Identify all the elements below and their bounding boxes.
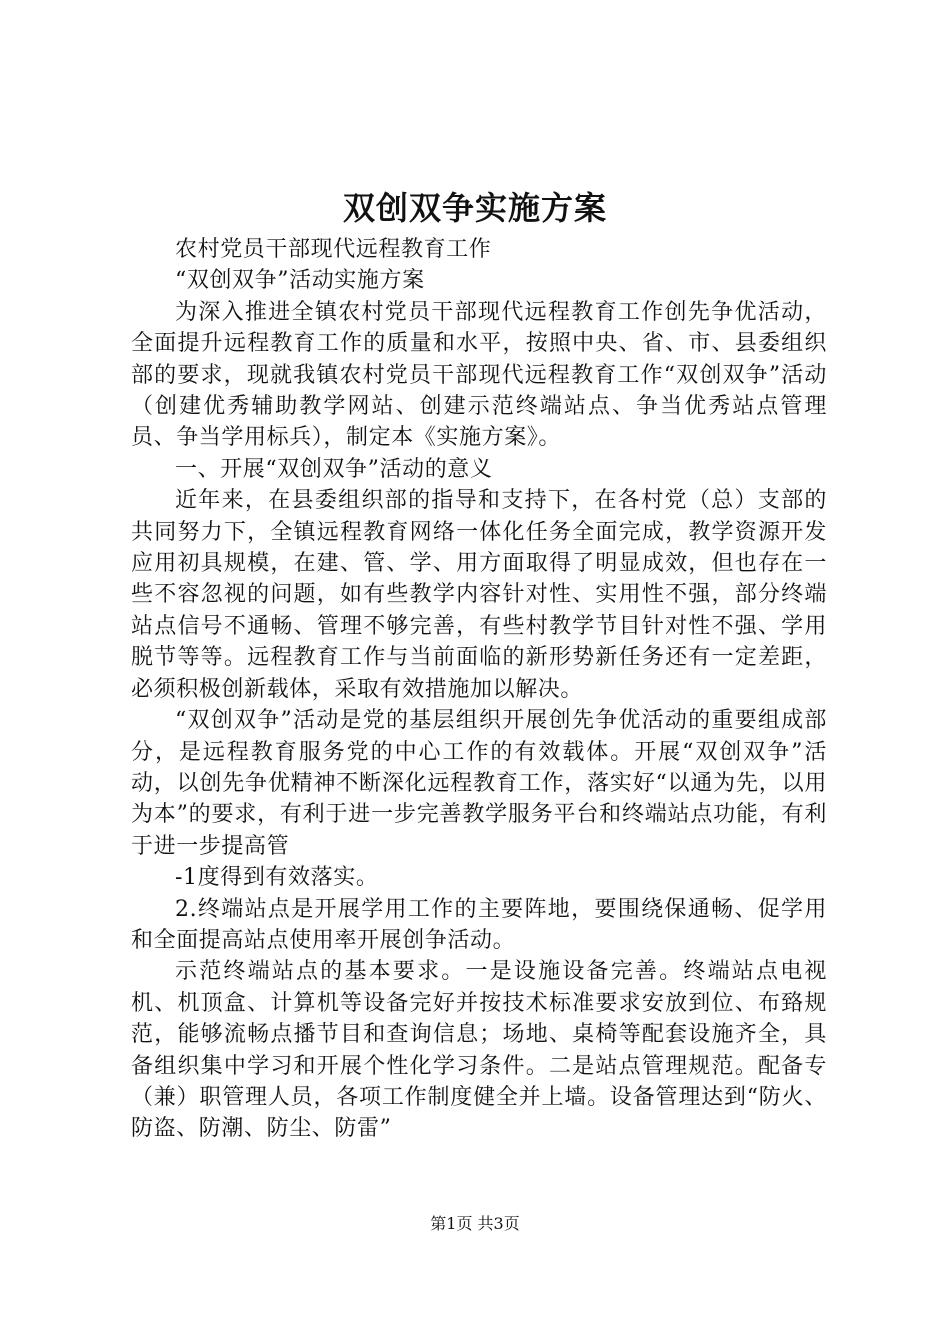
paragraph-requirements: 示范终端站点的基本要求。一是设施设备完善。终端站点电视机、机顶盒、计算机等设备完好并按技术标准要求安放到位、布臵规范，能够流畅点播节目和查询信息；场地、桌椅等配套设施齐全，具备组织集中学习和开展个性化学习条件。二是站点管理规范。配备专（兼）职管理人员，各项工作制度健全并上墙。设备管理达到“防火、防盗、防潮、防尘、防雷” <box>131 959 827 1142</box>
section-heading-1: 一、开展“双创双争”活动的意义 <box>175 456 493 482</box>
paragraph-intro: 为深入推进全镇农村党员干部现代远程教育工作创先争优活动，全面提升远程教育工作的质量和水平，按照中央、省、市、县委组织部的要求，现就我镇农村党员干部现代远程教育工作“双创双争”活动（创建优秀辅助教学网站、创建示范终端站点、争当优秀站点管理员、争当学用标兵），制定本《实施方案》。 <box>131 299 827 451</box>
document-body <box>131 234 827 1145</box>
paragraph-significance: “双创双争”活动是党的基层组织开展创先争优活动的重要组成部分，是远程教育服务党的中心工作的有效载体。开展“双创双争”活动，以创先争优精神不断深化远程教育工作，落实好“以通为先，以用为本”的要求，有利于进一步完善教学服务平台和终端站点功能，有利于进一步提高管 <box>131 708 827 859</box>
paragraph-fragment: -1度得到有效落实。 <box>175 865 379 891</box>
paragraph-background: 近年来，在县委组织部的指导和支持下，在各村党（总）支部的共同努力下，全镇远程教育网络一体化任务全面完成，教学资源开发应用初具规模，在建、管、学、用方面取得了明显成效，但也存在一些不容忽视的问题，如有些教学内容针对性、实用性不强，部分终端站点信号不通畅、管理不够完善，有些村教学节目针对性不强、学用脱节等等。远程教育工作与当前面临的新形势新任务还有一定差距，必须积极创新载体，采取有效措施加以解决。 <box>131 488 827 702</box>
paragraph-subtitle-1: 农村党员干部现代远程教育工作 <box>175 237 492 262</box>
paragraph-subtitle-2: “双创双争”活动实施方案 <box>175 268 425 294</box>
paragraph-item-2: 2.终端站点是开展学用工作的主要阵地，要围绕保通畅、促学用和全面提高站点使用率开展创争活动。 <box>131 896 827 953</box>
page-footer: 第1页 共3页 <box>430 1214 520 1233</box>
document-title: 双创双争实施方案 <box>342 189 607 227</box>
